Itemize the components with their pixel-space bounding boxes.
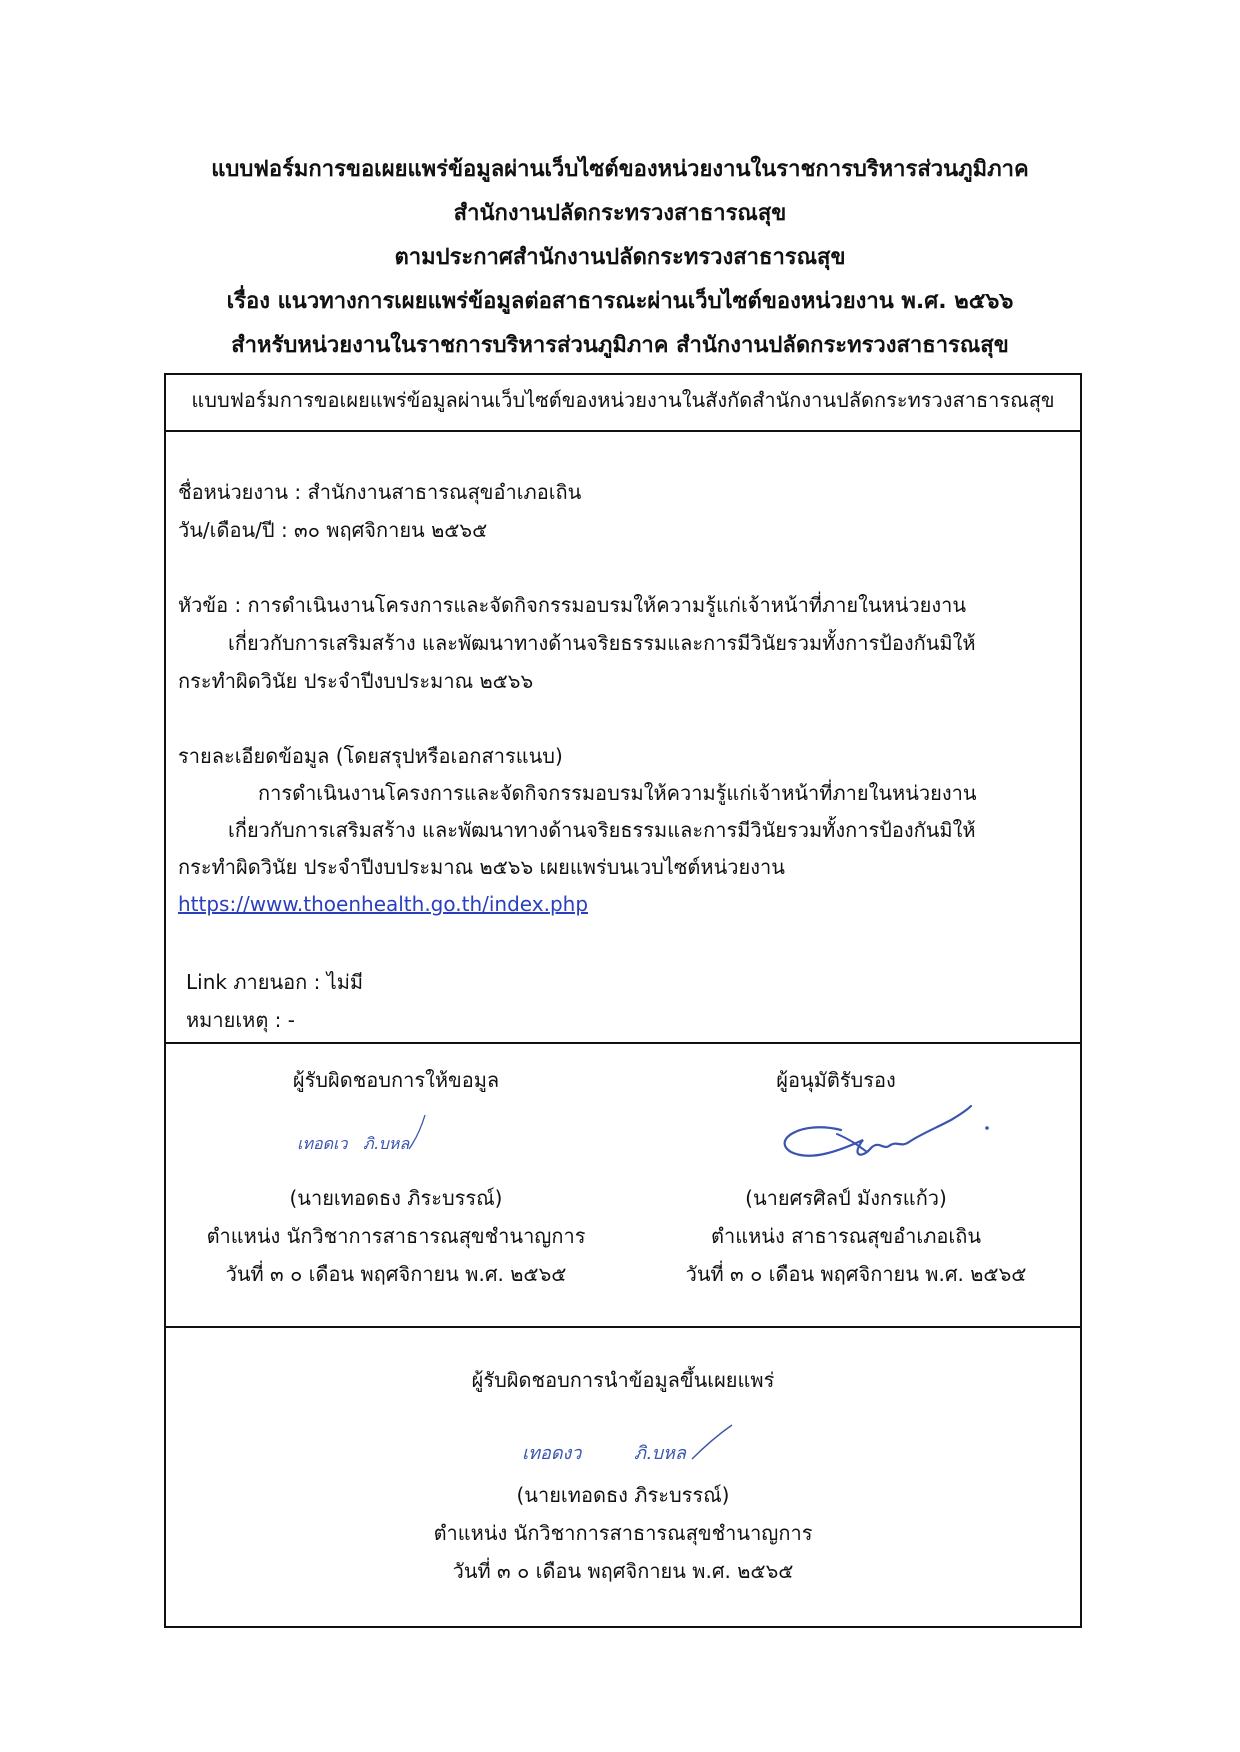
svg-text:เทอดงว: เทอดงว <box>522 1443 582 1464</box>
right-signer-position: ตำแหน่ง สาธารณสุขอำเภอเถิน <box>710 1224 982 1248</box>
detail-line-2: เกี่ยวกับการเสริมสร้าง และพัฒนาทางด้านจริยธรรมและการมีวินัยรวมทั้งการป้องกันมิให้ <box>228 818 976 842</box>
header-line-3: ตามประกาศสำนักงานปลัดกระทรวงสาธารณสุข <box>394 245 846 270</box>
bottom-signer-position: ตำแหน่ง นักวิชาการสาธารณสุขชำนาญการ <box>433 1521 813 1545</box>
detail-line-1: การดำเนินงานโครงการและจัดกิจกรรมอบรมให้ความรู้แก่เจ้าหน้าที่ภายในหน่วยงาน <box>258 781 977 805</box>
remark-line: หมายเหตุ : - <box>186 1008 295 1032</box>
left-handwritten-signature <box>291 1105 451 1165</box>
svg-text:ภิ.บหล: ภิ.บหล <box>634 1443 686 1464</box>
header-line-5: สำหรับหน่วยงานในราชการบริหารส่วนภูมิภาค สำนักงานปลัดกระทรวงสาธารณสุข <box>231 333 1009 358</box>
left-signer-name: (นายเทอดธง ภิระบรรณ์) <box>289 1186 503 1210</box>
right-handwritten-signature <box>771 1100 1011 1170</box>
agency-line: ชื่อหน่วยงาน : สำนักงานสาธารณสุขอำเภอเถิน <box>178 480 582 504</box>
divider <box>166 1326 1080 1328</box>
divider <box>166 430 1080 432</box>
detail-line-3: กระทำผิดวินัย ประจำปีงบประมาณ ๒๕๖๖ เผยแพร่บนเวบไซต์หน่วยงาน <box>178 855 785 879</box>
bottom-signer-date: วันที่ ๓ ๐ เดือน พฤศจิกายน พ.ศ. ๒๕๖๕ <box>452 1559 794 1583</box>
header-line-2: สำนักงานปลัดกระทรวงสาธารณสุข <box>453 201 787 226</box>
left-signer-date: วันที่ ๓ ๐ เดือน พฤศจิกายน พ.ศ. ๒๕๖๕ <box>225 1262 567 1286</box>
form-table <box>164 373 1082 1628</box>
document-header <box>0 148 1240 368</box>
website-link[interactable]: https://www.thoenhealth.go.th/index.php <box>178 892 589 916</box>
form-title: แบบฟอร์มการขอเผยแพร่ข้อมูลผ่านเว็บไซต์ของหน่วยงานในสังกัดสำนักงานปลัดกระทรวงสาธารณสุข <box>191 388 1055 412</box>
date-line: วัน/เดือน/ปี : ๓๐ พฤศจิกายน ๒๕๖๕ <box>178 518 488 542</box>
topic-line-1: หัวข้อ : การดำเนินงานโครงการและจัดกิจกรรมอบรมให้ความรู้แก่เจ้าหน้าที่ภายในหน่วยงาน <box>178 593 967 617</box>
right-signer-role: ผู้อนุมัติรับรอง <box>776 1068 896 1092</box>
header-line-4: เรื่อง แนวทางการเผยแพร่ข้อมูลต่อสาธารณะผ่านเว็บไซต์ของหน่วยงาน พ.ศ. ๒๕๖๖ <box>226 289 1014 314</box>
divider <box>166 1042 1080 1044</box>
left-signer-role: ผู้รับผิดชอบการให้ขอมูล <box>292 1068 500 1092</box>
topic-line-3: กระทำผิดวินัย ประจำปีงบประมาณ ๒๕๖๖ <box>178 669 534 693</box>
right-signer-name: (นายศรศิลป์ มังกรแก้ว) <box>745 1186 947 1210</box>
svg-text:เทอดเว: เทอดเว <box>297 1134 348 1153</box>
bottom-handwritten-signature <box>516 1415 756 1475</box>
left-signer-position: ตำแหน่ง นักวิชาการสาธารณสุขชำนาญการ <box>206 1224 586 1248</box>
bottom-signer-role: ผู้รับผิดชอบการนำข้อมูลขึ้นเผยแพร่ <box>471 1368 775 1392</box>
detail-label: รายละเอียดข้อมูล (โดยสรุปหรือเอกสารแนบ) <box>178 744 563 768</box>
header-line-1: แบบฟอร์มการขอเผยแพร่ข้อมูลผ่านเว็บไซต์ของหน่วยงานในราชการบริหารส่วนภูมิภาค <box>211 157 1029 182</box>
svg-text:ภิ.บหล: ภิ.บหล <box>363 1134 410 1153</box>
external-link-line: Link ภายนอก : ไม่มี <box>186 970 364 994</box>
bottom-signer-name: (นายเทอดธง ภิระบรรณ์) <box>516 1483 730 1507</box>
right-signer-date: วันที่ ๓ ๐ เดือน พฤศจิกายน พ.ศ. ๒๕๖๕ <box>685 1262 1027 1286</box>
topic-line-2: เกี่ยวกับการเสริมสร้าง และพัฒนาทางด้านจริยธรรมและการมีวินัยรวมทั้งการป้องกันมิให้ <box>228 631 976 655</box>
